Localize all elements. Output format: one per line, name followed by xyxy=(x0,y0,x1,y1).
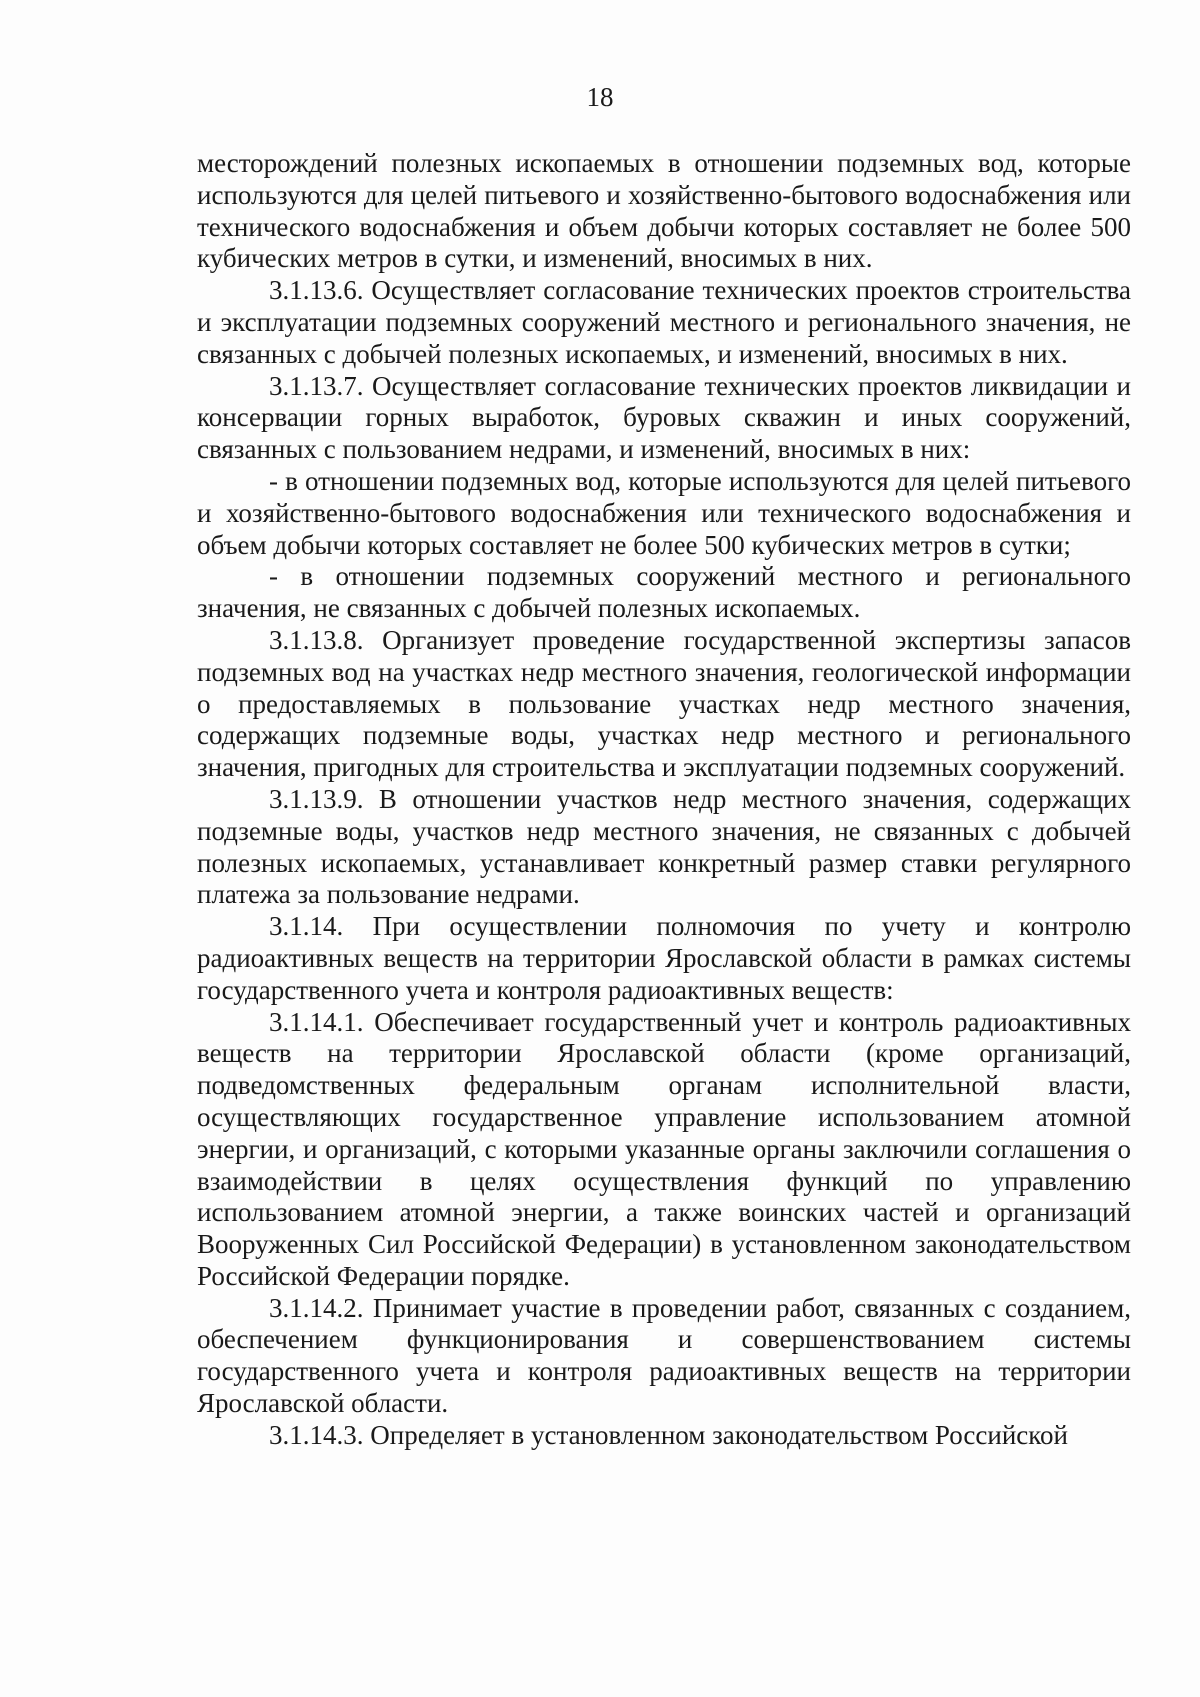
paragraph-3-1-14-1: 3.1.14.1. Обеспечивает государственный учет и контроль радиоактивных веществ на территории Ярославской области (кроме организаций, подведомственных федеральным органам исполнительной власти, осуществляющих государственное управление использованием атомной энергии, и организаций, с которыми указанные органы заключили соглашения о взаимодействии в целях осуществления функций по управлению использованием атомной энергии, а также воинских частей и организаций Вооруженных Сил Российской Федерации) в установленном законодательством Российской Федерации порядке. xyxy=(197,1006,1131,1291)
paragraph-3-1-13-7: 3.1.13.7. Осуществляет согласование технических проектов ликвидации и консервации горных выработок, буровых скважин и иных сооружений, связанных с пользованием недрами, и изменений, вносимых в них: xyxy=(197,370,1131,465)
document-body xyxy=(197,148,1131,1452)
paragraph-3-1-14: 3.1.14. При осуществлении полномочия по учету и контролю радиоактивных веществ на территории Ярославской области в рамках системы государственного учета и контроля радиоактивных веществ: xyxy=(197,911,1131,1005)
list-item-underground-water: - в отношении подземных вод, которые используются для целей питьевого и хозяйственно-бытового водоснабжения или технического водоснабжения и объем добычи которых составляет не более 500 кубических метров в сутки; xyxy=(197,465,1131,560)
paragraph-3-1-14-3: 3.1.14.3. Определяет в установленном законодательством Российской xyxy=(269,1419,1068,1450)
paragraph-continuation: месторождений полезных ископаемых в отношении подземных вод, которые используются для целей питьевого и хозяйственно-бытового водоснабжения или технического водоснабжения и объем добычи которых составляет не более 500 кубических метров в сутки, и изменений, вносимых в них. xyxy=(197,148,1131,274)
paragraph-3-1-13-8: 3.1.13.8. Организует проведение государственной экспертизы запасов подземных вод на участках недр местного значения, геологической информации о предоставляемых в пользование участках недр местного значения, содержащих подземные воды, участках недр местного и регионального значения, пригодных для строительства и эксплуатации подземных сооружений. xyxy=(197,624,1131,783)
paragraph-3-1-13-9: 3.1.13.9. В отношении участков недр местного значения, содержащих подземные воды, участков недр местного значения, не связанных с добычей полезных ископаемых, устанавливает конкретный размер ставки регулярного платежа за пользование недрами. xyxy=(197,783,1131,910)
list-item-underground-structures: - в отношении подземных сооружений местного и регионального значения, не связанных с добычей полезных ископаемых. xyxy=(197,561,1131,624)
paragraph-3-1-13-6: 3.1.13.6. Осуществляет согласование технических проектов строительства и эксплуатации подземных сооружений местного и регионального значения, не связанных с добычей полезных ископаемых, и изменений, вносимых в них. xyxy=(197,275,1131,369)
paragraph-3-1-14-2: 3.1.14.2. Принимает участие в проведении работ, связанных с созданием, обеспечением функционирования и совершенствованием системы государственного учета и контроля радиоактивных веществ на территории Ярославской области. xyxy=(197,1292,1131,1419)
page-number: 18 xyxy=(586,82,614,112)
